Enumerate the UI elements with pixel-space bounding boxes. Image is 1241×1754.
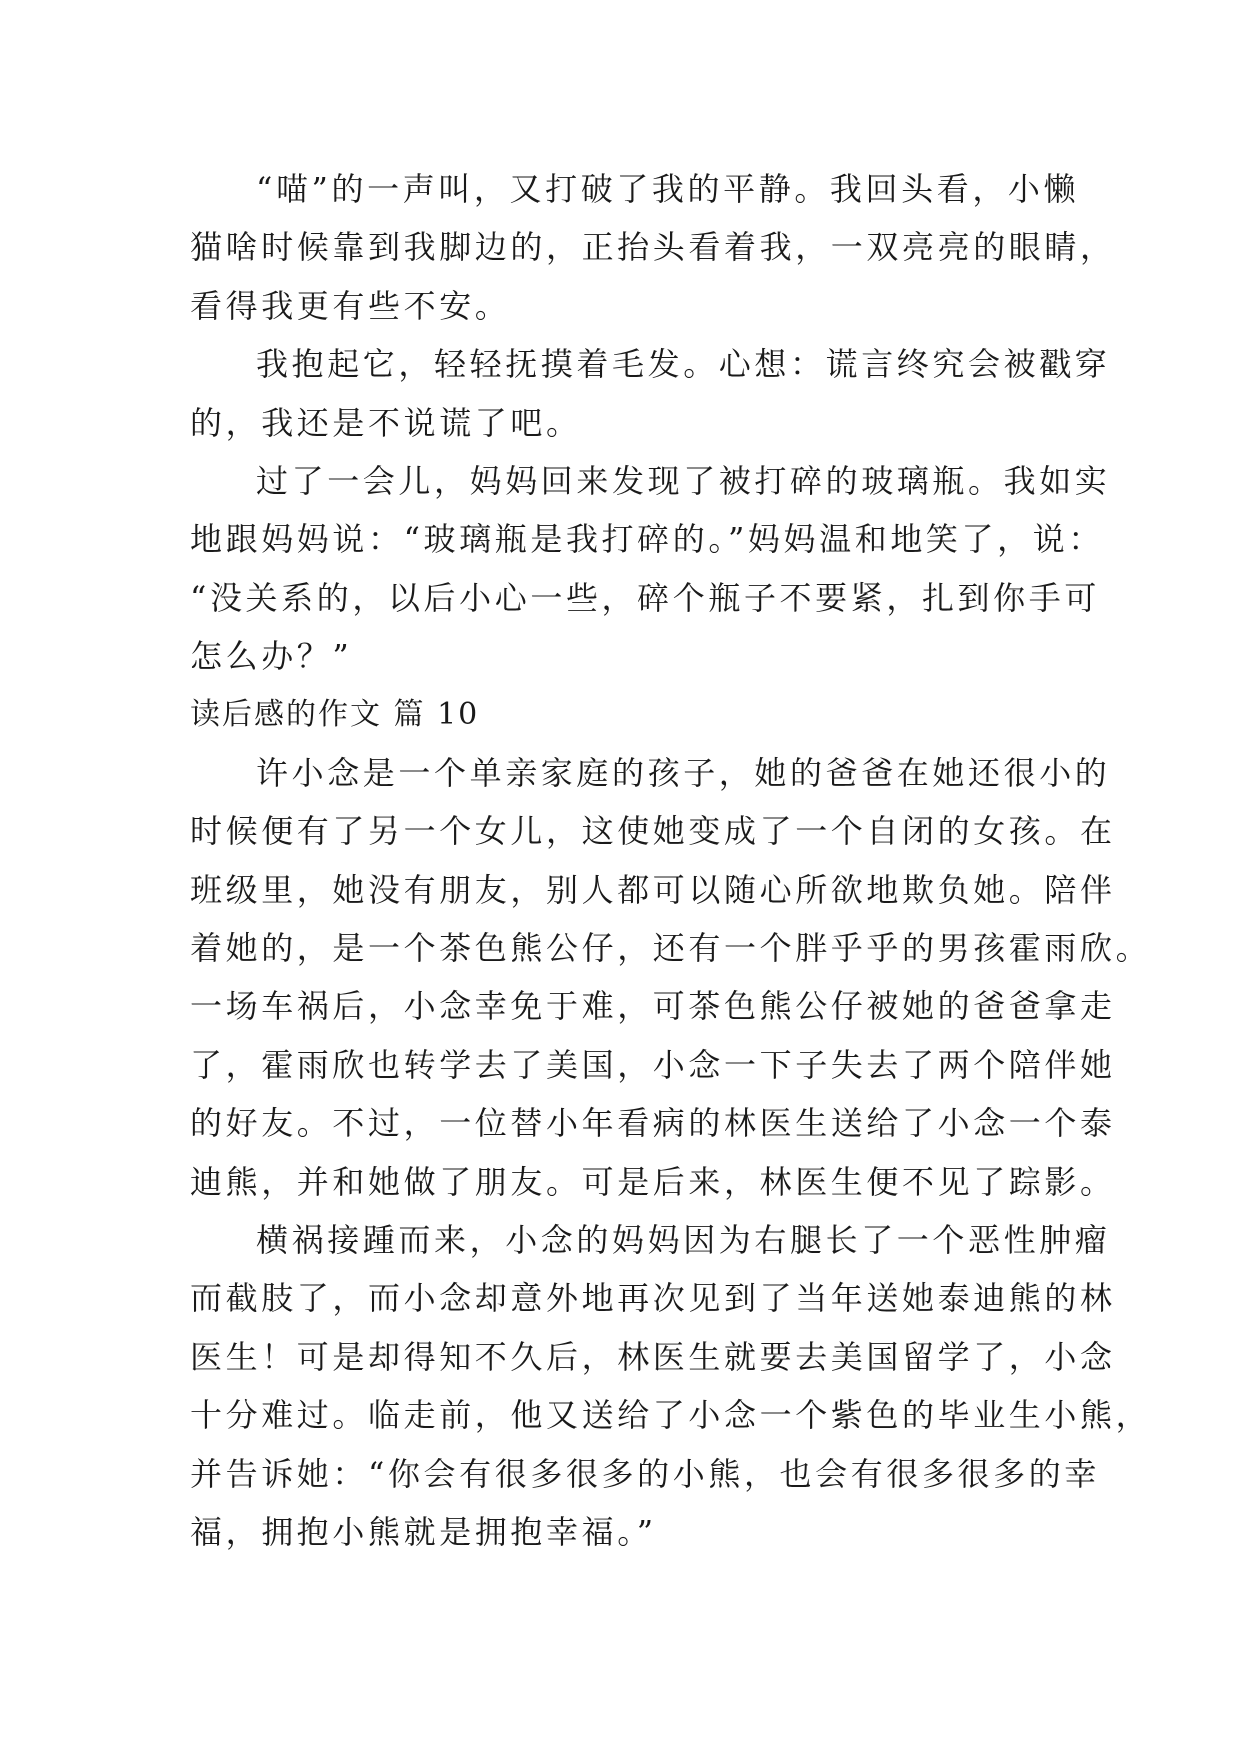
paragraph-line: 了，霍雨欣也转学去了美国，小念一下子失去了两个陪伴她 <box>190 1045 1116 1084</box>
paragraph-line: 并告诉她：“你会有很多很多的小熊，也会有很多很多的幸 <box>190 1454 1100 1493</box>
paragraph-line: 班级里，她没有朋友，别人都可以随心所欲地欺负她。陪伴 <box>190 870 1116 909</box>
paragraph-line: 十分难过。临走前，他又送给了小念一个紫色的毕业生小熊， <box>190 1396 1152 1435</box>
paragraph-line: 时候便有了另一个女儿，这使她变成了一个自闭的女孩。在 <box>190 812 1116 851</box>
document-body <box>190 160 1152 1561</box>
paragraph-line: 怎么办？” <box>190 637 353 676</box>
paragraph-line: 福，拥抱小熊就是拥抱幸福。” <box>190 1512 657 1551</box>
section-heading: 读后感的作文 篇 10 <box>190 696 480 732</box>
paragraph-line: 过了一会儿，妈妈回来发现了被打碎的玻璃瓶。我如实 <box>256 461 1111 500</box>
paragraph-line: 的，我还是不说谎了吧。 <box>190 403 582 442</box>
paragraph-line: 一场车祸后，小念幸免于难，可茶色熊公仔被她的爸爸拿走 <box>190 987 1116 1026</box>
paragraph-line: “没关系的，以后小心一些，碎个瓶子不要紧，扎到你手可 <box>190 578 1100 617</box>
paragraph-line: 的好友。不过，一位替小年看病的林医生送给了小念一个泰 <box>190 1104 1116 1143</box>
paragraph-line: 我抱起它，轻轻抚摸着毛发。心想：谎言终究会被戳穿 <box>256 345 1111 384</box>
paragraph-line: 医生！可是却得知不久后，林医生就要去美国留学了，小念 <box>190 1337 1116 1376</box>
paragraph-line: 地跟妈妈说：“玻璃瓶是我打碎的。”妈妈温和地笑了，说： <box>190 520 1104 559</box>
paragraph-line: 许小念是一个单亲家庭的孩子，她的爸爸在她还很小的 <box>256 753 1111 792</box>
paragraph-line: “喵”的一声叫，又打破了我的平静。我回头看，小懒 <box>256 170 1080 208</box>
paragraph-line: 迪熊，并和她做了朋友。可是后来，林医生便不见了踪影。 <box>190 1162 1116 1201</box>
paragraph-line: 着她的，是一个茶色熊公仔，还有一个胖乎乎的男孩霍雨欣。 <box>190 929 1152 968</box>
paragraph-line: 而截肢了，而小念却意外地再次见到了当年送她泰迪熊的林 <box>190 1279 1116 1318</box>
paragraph-line: 看得我更有些不安。 <box>190 286 511 325</box>
paragraph-line: 横祸接踵而来，小念的妈妈因为右腿长了一个恶性肿瘤 <box>256 1221 1111 1260</box>
paragraph-line: 猫啥时候靠到我脚边的，正抬头看着我，一双亮亮的眼睛， <box>190 228 1116 267</box>
